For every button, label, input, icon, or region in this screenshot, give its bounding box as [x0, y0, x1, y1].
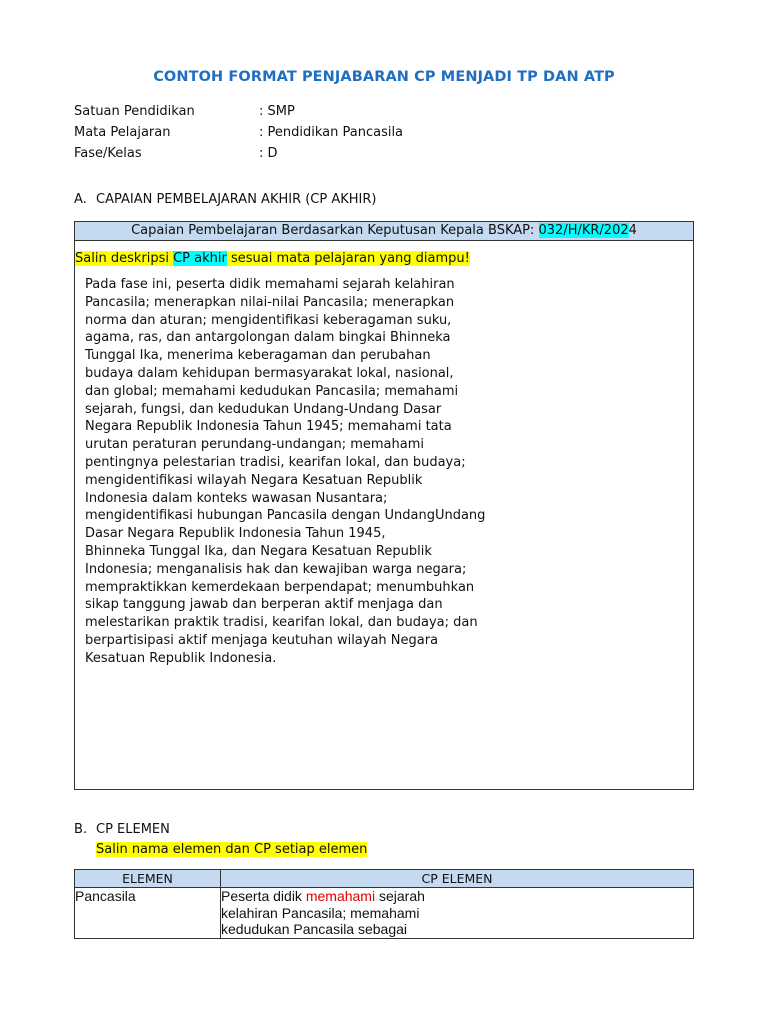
- instruction-text: Salin deskripsi: [75, 251, 174, 266]
- cp-line: agama, ras, dan antargolongan dalam bingkai Bhinneka: [85, 330, 451, 346]
- cp-line: norma dan aturan; mengidentifikasi keberagaman suku,: [85, 312, 452, 328]
- meta-row-fase: [74, 143, 403, 164]
- instruction-text: sesuai mata pelajaran yang diampu!: [226, 251, 470, 266]
- header-text: Capaian Pembelajaran Berdasarkan Keputusan Kepala BSKAP:: [131, 223, 539, 238]
- cp-akhir-table-header: [75, 222, 693, 241]
- cp-line: Negara Republik Indonesia Tahun 1945; memahami tata: [85, 419, 452, 435]
- cp-elemen-table: [74, 869, 694, 939]
- column-header-cp-elemen: CP ELEMEN: [221, 870, 694, 888]
- cp-line: sikap tanggung jawab dan berperan aktif menjaga dan: [85, 597, 443, 613]
- section-letter: A.: [74, 192, 87, 207]
- table-header-row: [75, 870, 694, 888]
- elemen-cell: Pancasila: [75, 888, 221, 939]
- cp-elemen-instruction: [96, 841, 367, 858]
- table-row: [75, 888, 694, 939]
- cp-line: budaya dalam kehidupan bermasyarakat lokal, nasional,: [85, 365, 454, 381]
- cp-line: urutan peraturan perundang-undangan; memahami: [85, 437, 424, 453]
- column-header-elemen: ELEMEN: [75, 870, 221, 888]
- section-a-heading: [74, 192, 377, 207]
- section-title: CAPAIAN PEMBELAJARAN AKHIR (CP AKHIR): [96, 192, 377, 207]
- cp-akhir-table: [74, 221, 694, 790]
- cp-line: sejarah, fungsi, dan kedudukan Undang-Undang Dasar: [85, 401, 442, 417]
- section-letter: B.: [74, 822, 88, 837]
- cp-red-keyword: memahami: [305, 888, 376, 904]
- cp-line: pentingnya pelestarian tradisi, kearifan lokal, dan budaya;: [85, 454, 466, 470]
- cp-line: mempraktikkan kemerdekaan berpendapat; menumbuhkan: [85, 579, 475, 595]
- cp-line: Dasar Negara Republik Indonesia Tahun 1945,: [85, 526, 386, 542]
- cp-akhir-description: [85, 276, 485, 668]
- cp-line: melestarikan praktik tradisi, kearifan lokal, dan budaya; dan: [85, 615, 478, 631]
- cp-line: Indonesia; menganalisis hak dan kewajiban warga negara;: [85, 561, 467, 577]
- cp-text: Peserta didik: [221, 888, 306, 904]
- cp-line: Bhinneka Tunggal Ika, dan Negara Kesatuan Republik: [85, 543, 432, 559]
- cp-line: Kesatuan Republik Indonesia.: [85, 650, 277, 666]
- instruction-highlight: CP akhir: [173, 251, 227, 266]
- meta-label: Fase/Kelas: [74, 146, 142, 161]
- meta-value: : Pendidikan Pancasila: [259, 125, 404, 140]
- meta-value: : D: [259, 146, 278, 161]
- cp-line: dan global; memahami kedudukan Pancasila; memahami: [85, 383, 459, 399]
- bskap-code-highlight: 032/H/KR/202: [538, 223, 629, 238]
- cp-line: Pancasila; menerapkan nilai-nilai Pancasila; menerapkan: [85, 294, 455, 310]
- meta-value: : SMP: [259, 104, 295, 119]
- section-title: CP ELEMEN: [96, 822, 170, 837]
- meta-row-mapel: [74, 122, 403, 143]
- header-text-suffix: 4: [628, 223, 637, 238]
- cp-text: sejarah: [375, 888, 425, 904]
- cp-text-line: kedudukan Pancasila sebagai: [221, 921, 408, 937]
- cp-elemen-cell: [221, 888, 694, 939]
- cp-text-line: kelahiran Pancasila; memahami: [221, 904, 420, 921]
- document-title: CONTOH FORMAT PENJABARAN CP MENJADI TP DAN ATP: [153, 69, 615, 85]
- cp-line: Pada fase ini, peserta didik memahami sejarah kelahiran: [85, 277, 455, 292]
- section-b-heading: [74, 822, 170, 837]
- cp-line: mengidentifikasi wilayah Negara Kesatuan Republik: [85, 472, 423, 488]
- cp-akhir-instruction: [75, 250, 470, 267]
- meta-row-satuan: [74, 101, 403, 122]
- instruction-text: Salin nama elemen dan CP setiap elemen: [96, 842, 368, 857]
- cp-line: Indonesia dalam konteks wawasan Nusantara;: [85, 490, 388, 506]
- metadata-block: [74, 101, 403, 164]
- cp-line: mengidentifikasi hubungan Pancasila dengan UndangUndang: [85, 508, 486, 524]
- cp-line: berpartisipasi aktif menjaga keutuhan wilayah Negara: [85, 632, 439, 648]
- cp-line: Tunggal Ika, menerima keberagaman dan perubahan: [85, 348, 431, 364]
- meta-label: Mata Pelajaran: [74, 125, 171, 140]
- meta-label: Satuan Pendidikan: [74, 104, 195, 119]
